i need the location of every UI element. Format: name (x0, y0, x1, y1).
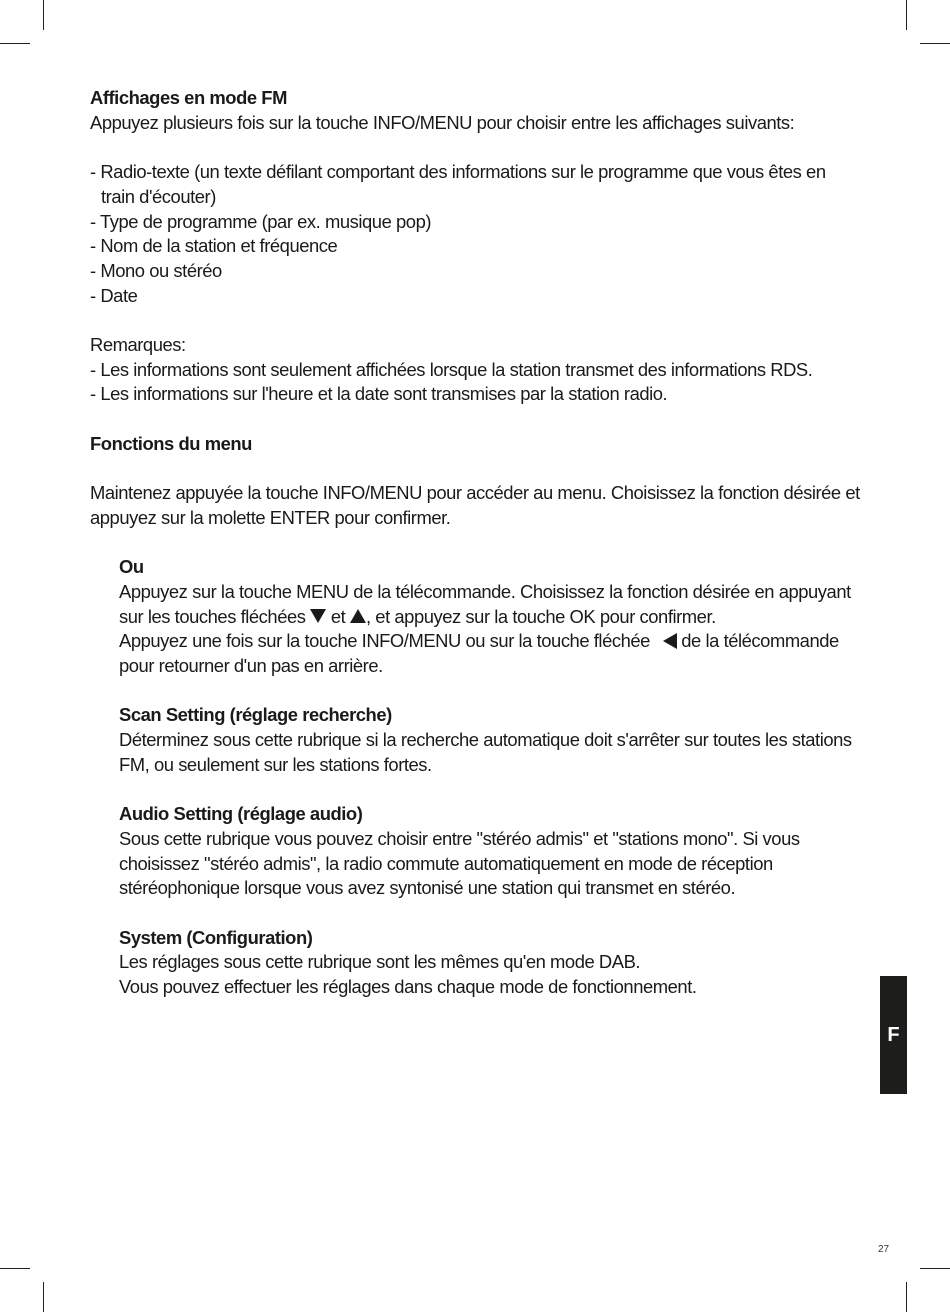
or-paragraph-1 (119, 580, 860, 629)
or-text-1b: et (330, 605, 346, 627)
remarks-label: Remarques: (90, 334, 186, 355)
or-text-2b: de la télécommande pour retourner d'un pas en arrière. (119, 630, 839, 677)
crop-mark (43, 1282, 44, 1312)
page-content (90, 86, 860, 1000)
list-item: - Mono ou stéréo (90, 259, 222, 281)
fm-display-heading: Affichages en mode FM (90, 87, 287, 108)
arrow-left-icon (663, 633, 677, 649)
page-number: 27 (878, 1244, 890, 1255)
or-text-2a: Appuyez une fois sur la touche INFO/MENU ou sur la touche fléchée (119, 630, 650, 652)
system-heading: System (Configuration) (119, 926, 313, 948)
arrow-down-icon (310, 609, 326, 623)
audio-setting-text: Sous cette rubrique vous pouvez choisir entre "stéréo admis" et "stations mono". Si vous choisissez "stéréo admis", la radio commute automatiquement en mode de réception stéréophonique lorsque vous avez syntonisé une station qui transmet en stéréo. (119, 827, 800, 899)
audio-setting-heading: Audio Setting (réglage audio) (119, 803, 363, 825)
crop-mark (43, 0, 44, 30)
crop-mark (0, 43, 30, 44)
menu-functions-heading: Fonctions du menu (90, 432, 252, 454)
or-heading: Ou (119, 556, 144, 578)
scan-setting-heading: Scan Setting (réglage recherche) (119, 704, 392, 726)
or-text-1a: Appuyez sur la touche MENU de la télécommande. Choisissez la fonction désirée en appuyant sur les touches fléchées (119, 580, 851, 627)
language-tab-label: F (887, 1023, 900, 1046)
menu-functions-intro: Maintenez appuyée la touche INFO/MENU pour accéder au menu. Choisissez la fonction désirée et appuyez sur la molette ENTER pour confirmer. (90, 482, 860, 528)
or-section (90, 555, 860, 1000)
system-text-2: Vous pouvez effectuer les réglages dans chaque mode de fonctionnement. (119, 976, 697, 998)
arrow-up-icon (350, 609, 366, 623)
fm-display-intro: Appuyez plusieurs fois sur la touche INFO/MENU pour choisir entre les affichages suivants: (90, 111, 795, 133)
remark-item: - Les informations sont seulement affichées lorsque la station transmet des informations RDS. (90, 358, 813, 380)
crop-mark (920, 43, 950, 44)
list-item: - Radio-texte (un texte défilant comportant des informations sur le programme que vous êtes en train d'écouter) (90, 161, 826, 207)
remark-item: - Les informations sur l'heure et la date sont transmises par la station radio. (90, 383, 668, 405)
crop-mark (906, 0, 907, 30)
scan-setting-text: Déterminez sous cette rubrique si la recherche automatique doit s'arrêter sur toutes les stations FM, ou seulement sur les stations fortes. (119, 729, 852, 775)
list-item: - Type de programme (par ex. musique pop) (90, 210, 432, 232)
crop-mark (920, 1268, 950, 1269)
list-item: - Date (90, 284, 138, 306)
or-paragraph-2 (119, 629, 860, 678)
list-item: - Nom de la station et fréquence (90, 235, 338, 257)
system-text-1: Les réglages sous cette rubrique sont les mêmes qu'en mode DAB. (119, 951, 641, 973)
or-text-1c: , et appuyez sur la touche OK pour confirmer. (365, 605, 716, 627)
language-tab (880, 976, 907, 1094)
crop-mark (0, 1268, 30, 1269)
crop-mark (906, 1282, 907, 1312)
